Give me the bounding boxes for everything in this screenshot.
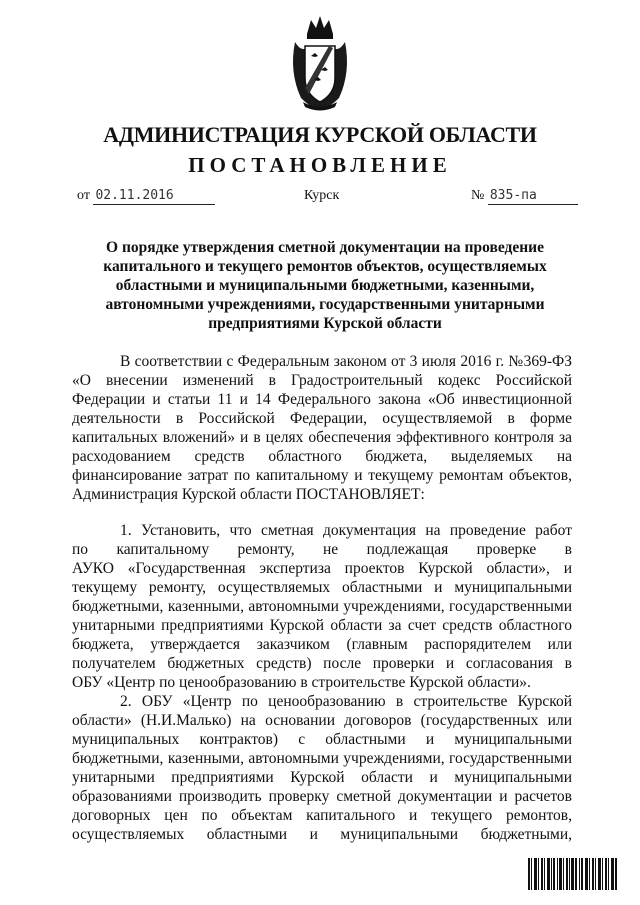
text-line: унитарными предприятиями Курской области за счет средств областного [72,617,572,634]
text-line: муниципальных контрактов) с областными и муниципальными [72,731,572,748]
date-value: 02.11.2016 [95,188,174,203]
subject-line: предприятиями Курской области [208,315,442,332]
text-line: договорных цен по объектам капитального и текущего ремонтов, [72,807,572,824]
text-line: АУКО «Государственная экспертиза проектов Курской области», и [72,560,572,577]
paragraph-1 [72,521,572,692]
number-value: 835-па [489,188,537,203]
text-line: бюджетными, казенными, автономными учреждениями, государственными [72,598,572,615]
text-line: Администрация Курской области ПОСТАНОВЛЯЕТ: [72,486,425,503]
text-line: осуществляемых областными и муниципальными бюджетными, [72,826,572,843]
subject-line: областными и муниципальными бюджетными, казенными, [115,277,535,294]
subject-line: автономными учреждениями, государственными унитарными [105,296,545,313]
document-date [77,188,215,205]
preamble-paragraph [72,352,572,504]
text-line: расходованием средств областного бюджета, выделяемых на [72,448,572,465]
number-prefix: № [471,188,485,203]
text-line: унитарными предприятиями Курской области и муниципальными [72,769,572,786]
text-line: по капитальному ремонту, не подлежащая проверке в [72,541,572,558]
coat-of-arms-icon [287,12,353,112]
text-line: Федерации и статьи 11 и 14 Федерального закона «Об инвестиционной [72,391,572,408]
date-prefix: от [77,188,90,203]
text-line: бюджетными, казенными, автономными учреждениями, государственными [72,750,572,767]
text-line: бюджета, утверждается заказчиком (главным распорядителем или [72,636,572,653]
subject-line: О порядке утверждения сметной документации на проведение [106,239,544,256]
text-line: текущему ремонту, осуществляемых областными и муниципальными [72,579,572,596]
text-line: деятельности в Российской Федерации, осуществляемой в форме [72,410,572,427]
barcode-icon [528,858,618,890]
text-line: «О внесении изменений в Градостроительный кодекс Российской [72,372,572,389]
text-line: В соответствии с Федеральным законом от 3 июля 2016 г. №369-ФЗ [120,353,572,370]
text-line: 2. ОБУ «Центр по ценообразованию в строительстве Курской [120,693,572,710]
text-line: образованиями производить проверку сметной документации и расчетов [72,788,572,805]
document-city: Курск [304,188,340,203]
document-type: ПОСТАНОВЛЕНИЕ [188,153,452,177]
text-line: капитальных вложений» и в целях обеспечения эффективного контроля за [72,429,572,446]
document-number [471,188,578,205]
text-line: получателем бюджетных средств) после проверки и согласования в [72,655,572,672]
text-line: ОБУ «Центр по ценообразованию в строительстве Курской области». [72,674,531,691]
document-subject [82,238,568,333]
paragraph-2 [72,692,572,844]
subject-line: капитального и текущего ремонтов объектов, осуществляемых [103,258,547,275]
text-line: области» (Н.И.Малько) на основании договоров (государственных или [72,712,572,729]
text-line: финансирование затрат по капитальному и текущему ремонтам объектов, [72,467,572,484]
organization-title: АДМИНИСТРАЦИЯ КУРСКОЙ ОБЛАСТИ [103,122,537,147]
text-line: 1. Установить, что сметная документация на проведение работ [120,522,572,539]
